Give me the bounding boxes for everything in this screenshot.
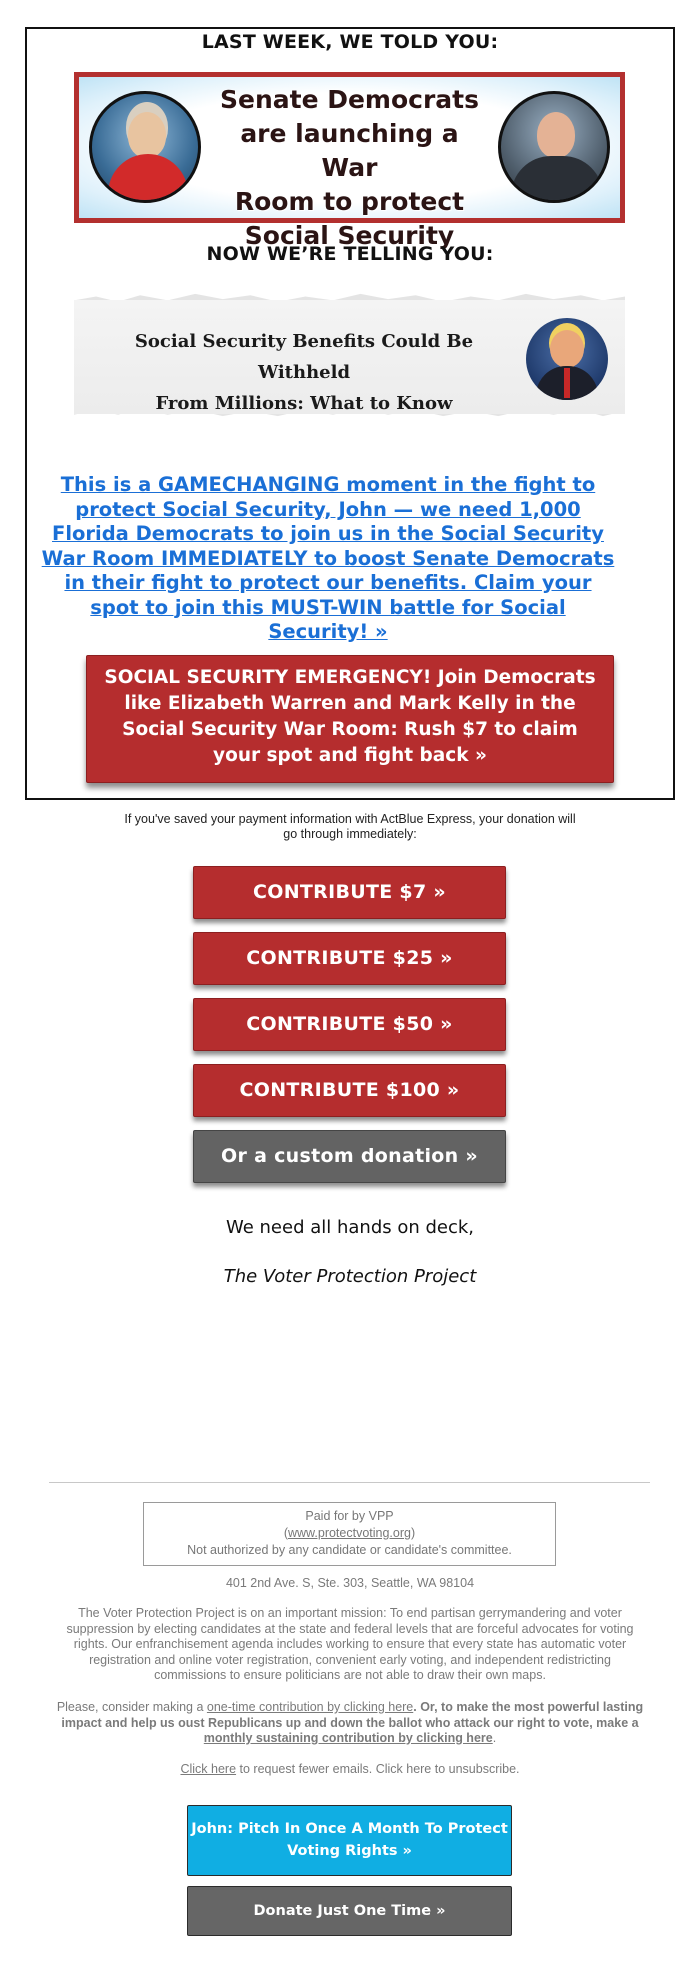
vpp-website-link[interactable]: www.protectvoting.org — [288, 1526, 411, 1540]
main-cta-link[interactable]: This is a GAMECHANGING moment in the fight to protect Social Security, John — we need 1,000 Florida Democrats to join us in the Social Security War Room IMMEDIATELY to boost Senate Democrats in their fight to protect our benefits. Claim your spot to join this MUST-WIN battle for Social Security! » — [41, 473, 615, 643]
footer-divider — [49, 1482, 650, 1483]
monthly-contribution-link[interactable]: monthly sustaining contribution by clicking here — [203, 1731, 493, 1745]
war-room-graphic-text: Senate Democrats are launching a War Room to protect Social Security — [219, 85, 480, 250]
consider-contribution-text: Please, consider making a one-time contribution by clicking here. Or, to make the most powerful lasting impact and help us oust Republicans up and down the ballot who attack our right to vote, make a monthly sustaining contribution by clicking here. — [56, 1700, 644, 1745]
fewer-emails-link[interactable]: Click here — [180, 1762, 237, 1776]
war-room-graphic[interactable] — [74, 72, 625, 250]
contribute-50-button[interactable]: CONTRIBUTE $50 » — [193, 998, 506, 1051]
signoff-line: We need all hands on deck, — [225, 1217, 475, 1238]
headline-graphic-text: Social Security Benefits Could Be Withheld From Millions: What to Know — [134, 331, 474, 414]
actblue-express-note: If you've saved your payment information with ActBlue Express, your donation will go through immediately: — [124, 812, 576, 841]
now-telling-heading: NOW WE’RE TELLING YOU: — [206, 243, 494, 265]
contribute-25-button[interactable]: CONTRIBUTE $25 » — [193, 932, 506, 985]
one-time-donate-button[interactable]: Donate Just One Time » — [187, 1886, 512, 1936]
mailing-address: 401 2nd Ave. S, Ste. 303, Seattle, WA 98104 — [225, 1576, 475, 1590]
contribute-100-button[interactable]: CONTRIBUTE $100 » — [193, 1064, 506, 1117]
custom-donation-button[interactable]: Or a custom donation » — [193, 1130, 506, 1183]
warren-portrait — [89, 91, 201, 203]
kelly-portrait — [498, 91, 610, 203]
one-time-contribution-link[interactable]: one-time contribution by clicking here — [206, 1700, 414, 1714]
monthly-donate-button[interactable]: John: Pitch In Once A Month To Protect Voting Rights » — [187, 1805, 512, 1876]
mission-statement: The Voter Protection Project is on an important mission: To end partisan gerrymandering and voter suppression by electing candidates at the state and federal levels that are forceful advocates for voting rights. Our enfranchisement agenda includes working to ensure that every state has automatic voter registration and online voter registration, convenient early voting, and independent redistricting commissions to ensure politicians are not able to draw their own maps. — [66, 1606, 634, 1682]
last-week-heading: LAST WEEK, WE TOLD YOU: — [201, 31, 499, 53]
contribute-7-button[interactable]: CONTRIBUTE $7 » — [193, 866, 506, 919]
trump-portrait — [526, 318, 608, 400]
emergency-donate-button[interactable]: SOCIAL SECURITY EMERGENCY! Join Democrats like Elizabeth Warren and Mark Kelly in the Social Security War Room: Rush $7 to claim your spot and fight back » — [86, 655, 614, 783]
unsubscribe-text: Click here to request fewer emails. Click here to unsubscribe. — [180, 1762, 520, 1776]
signoff-org: The Voter Protection Project — [223, 1266, 477, 1287]
paid-for-box: Paid for by VPP (www.protectvoting.org) Not authorized by any candidate or candidate's committee. — [143, 1502, 556, 1566]
